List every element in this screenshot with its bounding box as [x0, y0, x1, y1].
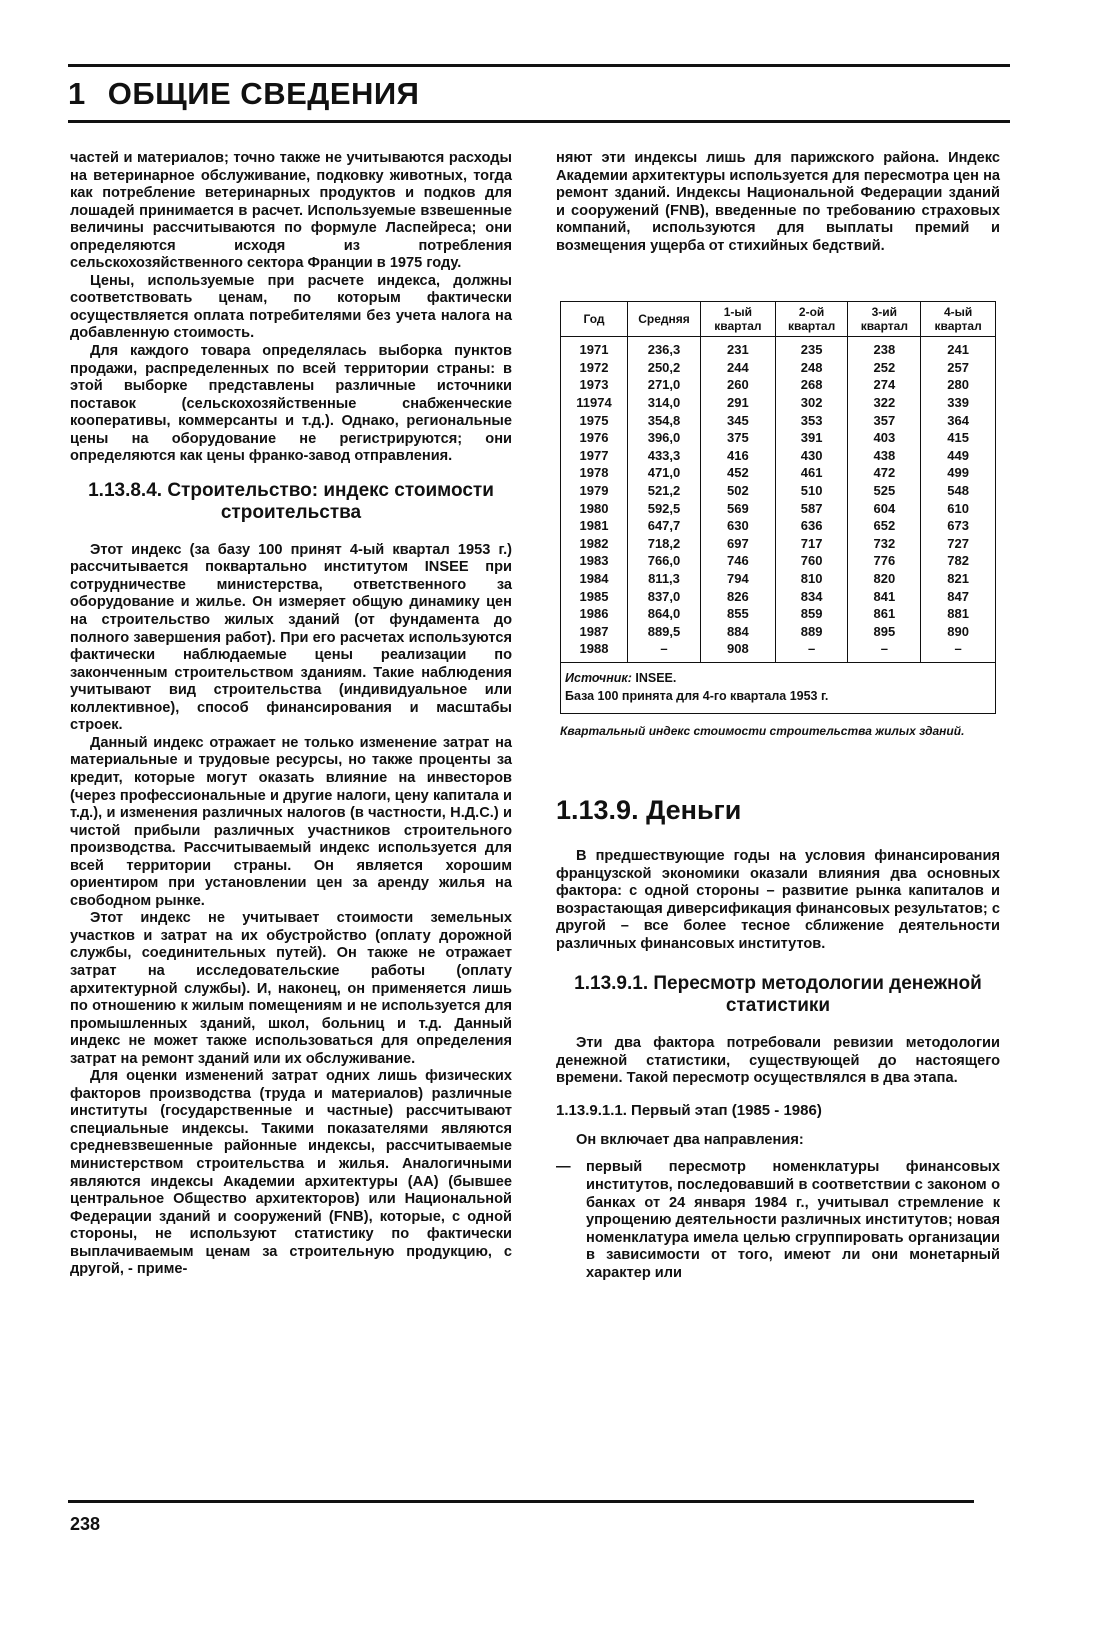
page-number: 238	[70, 1514, 101, 1534]
table-row	[561, 482, 996, 500]
table-cell: 881	[921, 605, 996, 623]
table-row	[561, 605, 996, 623]
paragraph: Эти два фактора потребовали ревизии методологии денежной статистики, существующей до настоящего времени. Такой пересмотр осуществлялся в два этапа.	[556, 1035, 1000, 1087]
table-cell: 391	[775, 429, 848, 447]
table-cell: 884	[701, 623, 776, 641]
source-label: Источник:	[565, 670, 632, 685]
table-cell: 587	[775, 500, 848, 518]
table-row	[561, 394, 996, 412]
table-cell: 1977	[561, 447, 628, 465]
table-cell: 250,2	[628, 359, 701, 377]
table-cell: 1983	[561, 552, 628, 570]
table-cell: 11974	[561, 394, 628, 412]
table-cell: 889	[775, 623, 848, 641]
table-cell: 302	[775, 394, 848, 412]
table-cell: 231	[701, 337, 776, 359]
paragraph: Он включает два направления:	[576, 1131, 804, 1148]
table-cell: 1986	[561, 605, 628, 623]
table-notes-row	[561, 662, 996, 713]
table-cell: –	[628, 640, 701, 662]
list-item-text: первый пересмотр номенклатуры финансовых институтов, последовавший в соответствии с законом о банках от 24 января 1984 г., учитывал стремление к упрощению деятельности различных институтов; новая номенклатура имела целью сгруппировать организации в зависимости от того, имеют ли они монетарный характер или	[586, 1159, 1000, 1281]
chapter-number: 1	[68, 76, 86, 111]
table-cell: 1984	[561, 570, 628, 588]
table-cell: 673	[921, 517, 996, 535]
table-cell: 1973	[561, 376, 628, 394]
table-cell: 1978	[561, 464, 628, 482]
table-cell: 502	[701, 482, 776, 500]
source-value: INSEE.	[631, 670, 677, 685]
table-cell: 861	[848, 605, 921, 623]
table-cell: 890	[921, 623, 996, 641]
table-cell: 766,0	[628, 552, 701, 570]
table-cell: 837,0	[628, 588, 701, 606]
chapter-title: ОБЩИЕ СВЕДЕНИЯ	[107, 76, 420, 111]
table-cell: 280	[921, 376, 996, 394]
table-cell: 396,0	[628, 429, 701, 447]
table-cell: 592,5	[628, 500, 701, 518]
table-cell: 1985	[561, 588, 628, 606]
paragraph: В предшествующие годы на условия финансирования французской экономики оказали влияния два основных фактора: с одной стороны – развитие рынка капиталов и возрастающая диверсификация финансовых результатов; с другой – все более тесное сближение деятельности различных финансовых институтов.	[556, 847, 1000, 952]
table-cell: 499	[921, 464, 996, 482]
table-cell: 636	[775, 517, 848, 535]
table-header-row	[561, 302, 996, 337]
table-cell: 244	[701, 359, 776, 377]
table-row	[561, 535, 996, 553]
table-cell: 1975	[561, 412, 628, 430]
table-cell: 604	[848, 500, 921, 518]
table-cell: 794	[701, 570, 776, 588]
table-cell: 548	[921, 482, 996, 500]
table-row	[561, 552, 996, 570]
table-cell: 403	[848, 429, 921, 447]
table-cell: 859	[775, 605, 848, 623]
table-cell: 252	[848, 359, 921, 377]
table-cell: 610	[921, 500, 996, 518]
paragraph: Данный индекс отражает не только изменение затрат на материальные и трудовые ресурсы, но также проценты за кредит, которые могут оказать влияние на инвесторов (через профессиональные и другие налоги, цену капитала и т.д.), и изменения различных налогов (в частности, Н.Д.С.) и чистой прибыли различных участников строительного производства. Рассчитываемый индекс используется для всей территории страны. Он является хорошим ориентиром при установлении цен за аренду жилья на свободном рынке.	[70, 734, 512, 909]
table-cell: 727	[921, 535, 996, 553]
table-cell: 776	[848, 552, 921, 570]
paragraph: няют эти индексы лишь для парижского района. Индекс Академии архитектуры используется для пересмотра цен на ремонт зданий. Индексы Национальной Федерации зданий и сооружений (FNB), введенные по требованию страховых компаний, используются для выплаты премий и возмещения ущерба от стихийных бедствий.	[556, 150, 1000, 254]
subsection-heading-methodology: 1.13.9.1. Пересмотр методологии денежной статистики	[574, 973, 982, 1017]
table-cell: 652	[848, 517, 921, 535]
table-cell: 1988	[561, 640, 628, 662]
right-column	[556, 150, 1000, 1282]
table-cell: 357	[848, 412, 921, 430]
table-cell: 274	[848, 376, 921, 394]
table-cell: 569	[701, 500, 776, 518]
table-cell: 630	[701, 517, 776, 535]
paragraph: Этот индекс (за базу 100 принят 4-ый квартал 1953 г.) рассчитывается поквартально институтом INSEE при сотрудничестве министерства, ответственного за оборудование и жилье. Он измеряет общую динамику цен на строительство жилых зданий (от фундамента до полного завершения работ). При его расчетах используются фактически наблюдаемые цены реализации по законченным строительством зданиям. Такие наблюдения учитывают вид строительства (индивидуальное или коллективное), способ финансирования и масштабы строек.	[70, 541, 512, 734]
table-cell: 826	[701, 588, 776, 606]
table-cell: 1971	[561, 337, 628, 359]
paragraph: Для оценки изменений затрат одних лишь физических факторов производства (труда и материалов) различные институты (государственные и частные) рассчитывают специальные индексы. Такими показателями являются средневзвешенные районные индексы, рассчитываемые министерством строительства и жилья. Аналогичными являются индексы Академии архитектуры (АА) (бывшее центральное Общество архитекторов) или Национальной Федерации зданий и сооружений (FNB), которые, с одной стороны, не используют статистику по фактически выплачиваемым ценам за строительную продукцию, с другой, - приме-	[70, 1068, 512, 1278]
table-cell: –	[921, 640, 996, 662]
table-cell: 746	[701, 552, 776, 570]
footer-rule	[68, 1500, 974, 1503]
table-cell: 415	[921, 429, 996, 447]
table-cell: 416	[701, 447, 776, 465]
table-cell: 810	[775, 570, 848, 588]
table-row	[561, 447, 996, 465]
table-cell: 782	[921, 552, 996, 570]
section-heading-money: 1.13.9. Деньги	[556, 794, 742, 825]
table-cell: 834	[775, 588, 848, 606]
table-cell: 895	[848, 623, 921, 641]
table-cell: 1981	[561, 517, 628, 535]
table-cell: 1976	[561, 429, 628, 447]
table-cell: 375	[701, 429, 776, 447]
table-cell: 322	[848, 394, 921, 412]
table-notes	[561, 662, 996, 713]
table-cell: 248	[775, 359, 848, 377]
table-cell: 236,3	[628, 337, 701, 359]
construction-index-table	[560, 301, 996, 714]
table-cell: 241	[921, 337, 996, 359]
table-cell: 452	[701, 464, 776, 482]
table-cell: 449	[921, 447, 996, 465]
column-header-q1: 1-ый квартал	[701, 302, 776, 337]
paragraph: Этот индекс не учитывает стоимости земельных участков и затрат на их обустройство (оплату дорожной службы, соединительных путей). Он также не отражает затрат на исследовательские работы (оплату архитектурной службы). И, наконец, он применяется лишь по отношению к жилым помещениям и не используется для промышленных зданий, школ, больниц и т.д. Данный индекс не может также использоваться для определения затрат на ремонт зданий или их обслуживание.	[70, 910, 512, 1067]
table-cell: –	[848, 640, 921, 662]
column-header-q2: 2-ой квартал	[775, 302, 848, 337]
table-row	[561, 337, 996, 359]
table-cell: 864,0	[628, 605, 701, 623]
column-header-q3: 3-ий квартал	[848, 302, 921, 337]
top-rule	[68, 64, 1010, 67]
table-cell: 717	[775, 535, 848, 553]
table-cell: 811,3	[628, 570, 701, 588]
table-cell: –	[775, 640, 848, 662]
list-dash: —	[556, 1159, 571, 1176]
table-cell: 647,7	[628, 517, 701, 535]
table-cell: 847	[921, 588, 996, 606]
table-cell: 760	[775, 552, 848, 570]
table-cell: 339	[921, 394, 996, 412]
list-item	[556, 1159, 1000, 1282]
table-cell: 841	[848, 588, 921, 606]
table-cell: 510	[775, 482, 848, 500]
table-cell: 461	[775, 464, 848, 482]
table-cell: 291	[701, 394, 776, 412]
table-cell: 718,2	[628, 535, 701, 553]
table-cell: 257	[921, 359, 996, 377]
table-cell: 820	[848, 570, 921, 588]
table-cell: 521,2	[628, 482, 701, 500]
table-row	[561, 570, 996, 588]
table-cell: 260	[701, 376, 776, 394]
table-cell: 471,0	[628, 464, 701, 482]
section-heading-construction: 1.13.8.4. Строительство: индекс стоимости строительства	[88, 479, 494, 523]
paragraph: частей и материалов; точно также не учитываются расходы на ветеринарное обслуживание, подковку животных, тогда как потребление ветеринарных продуктов и подков для лошадей принимается в расчет. Используемые взвешенные величины рассчитываются по формуле Ласпейреса; они определяются исходя из потребления сельскохозяйственного сектора Франции в 1975 году.	[70, 150, 512, 272]
column-header-year: Год	[561, 302, 628, 337]
table-cell: 430	[775, 447, 848, 465]
table-row	[561, 429, 996, 447]
table-row	[561, 588, 996, 606]
paragraph: Цены, используемые при расчете индекса, должны соответствовать ценам, по которым фактически осуществляется оплата потребителями без учета налога на добавленную стоимость.	[70, 272, 512, 342]
table-cell: 354,8	[628, 412, 701, 430]
table-row	[561, 412, 996, 430]
base-note: База 100 принята для 4-го квартала 1953 г.	[565, 688, 829, 703]
table-cell: 1979	[561, 482, 628, 500]
subsubsection-heading-first-stage: 1.13.9.1.1. Первый этап (1985 - 1986)	[556, 1101, 822, 1119]
table-cell: 235	[775, 337, 848, 359]
table-cell: 525	[848, 482, 921, 500]
table-row	[561, 640, 996, 662]
table-cell: 238	[848, 337, 921, 359]
table-cell: 364	[921, 412, 996, 430]
table-cell: 1980	[561, 500, 628, 518]
table-row	[561, 500, 996, 518]
left-column	[70, 150, 512, 1279]
table-caption: Квартальный индекс стоимости строительства жилых зданий.	[560, 723, 965, 738]
table-cell: 1982	[561, 535, 628, 553]
table-cell: 697	[701, 535, 776, 553]
table-row	[561, 623, 996, 641]
table-cell: 908	[701, 640, 776, 662]
table-cell: 438	[848, 447, 921, 465]
table-cell: 353	[775, 412, 848, 430]
table-cell: 271,0	[628, 376, 701, 394]
header-rule	[68, 120, 1010, 123]
table-row	[561, 359, 996, 377]
chapter-header	[68, 74, 1010, 114]
table-cell: 1987	[561, 623, 628, 641]
column-header-average: Средняя	[628, 302, 701, 337]
table-cell: 472	[848, 464, 921, 482]
table-cell: 1972	[561, 359, 628, 377]
table-cell: 732	[848, 535, 921, 553]
table-row	[561, 376, 996, 394]
column-header-q4: 4-ый квартал	[921, 302, 996, 337]
table-body	[561, 337, 996, 663]
table-row	[561, 464, 996, 482]
table-cell: 821	[921, 570, 996, 588]
table-cell: 268	[775, 376, 848, 394]
table-cell: 345	[701, 412, 776, 430]
table-cell: 433,3	[628, 447, 701, 465]
table-cell: 855	[701, 605, 776, 623]
table-row	[561, 517, 996, 535]
table-cell: 314,0	[628, 394, 701, 412]
table-cell: 889,5	[628, 623, 701, 641]
paragraph: Для каждого товара определялась выборка пунктов продажи, распределенных по всей территории страны: в этой выборке представлены различные источники поставок (сельскохозяйственные снабженческие кооперативы, коммерсанты и т.д.). Однако, региональные цены на оборудование не регистрируются; они определяются как цены франко-завод отправления.	[70, 343, 512, 465]
